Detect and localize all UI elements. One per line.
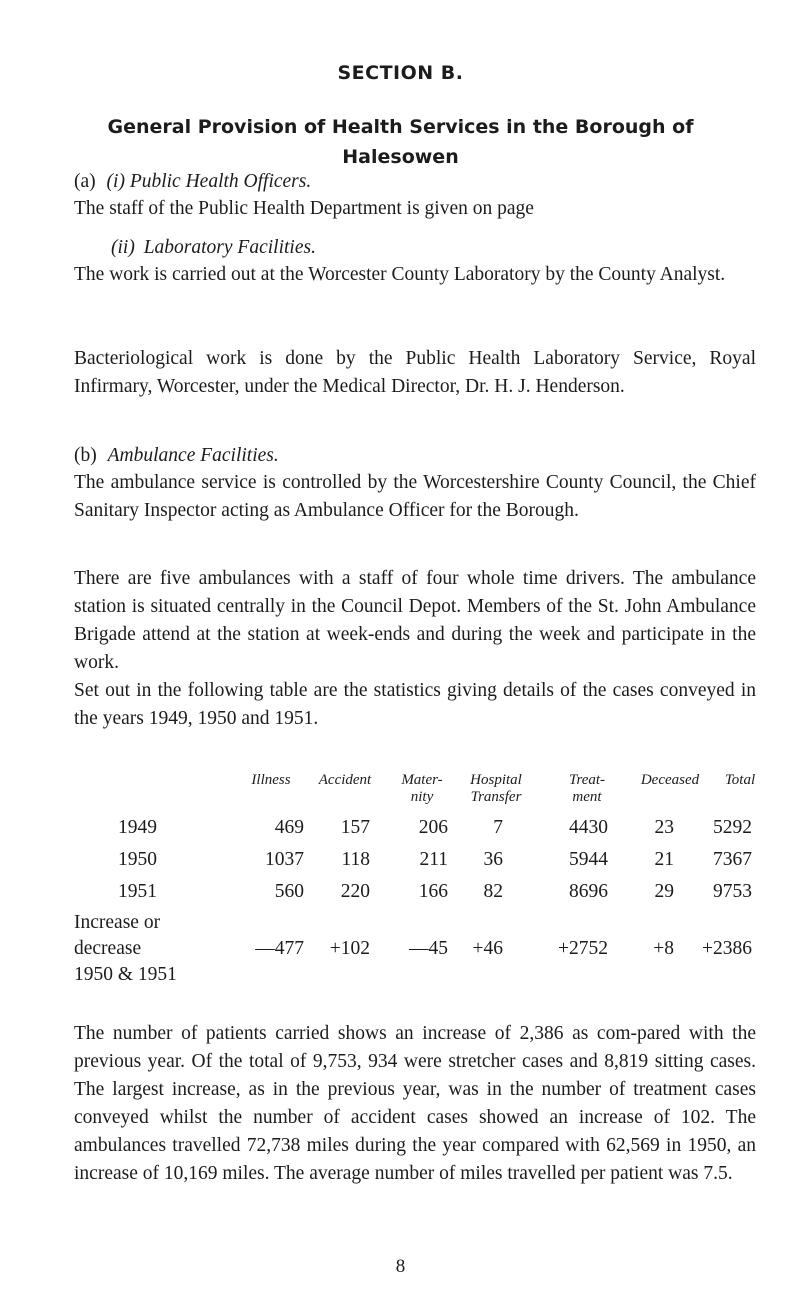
cell-1951-hospital-transfer: 82 (483, 881, 503, 902)
subsection-b-heading (74, 442, 279, 470)
column-header-hospital-transfer: Hospital Transfer (470, 772, 522, 805)
cell-1949-treatment: 4430 (569, 817, 608, 838)
laboratory-facilities-text: The work is carried out at the Worcester County Laboratory by the County Analyst. (74, 264, 726, 285)
cell-1951-illness: 560 (274, 881, 304, 902)
row-label-1950: 1950 (118, 849, 157, 870)
subsection-a-label: (a) (74, 171, 96, 192)
subsection-a-i-number: (i) (106, 171, 125, 192)
cell-1949-total: 5292 (713, 817, 752, 838)
cell-1950-hospital-transfer: 36 (483, 849, 503, 870)
cell-change-deceased: +8 (653, 938, 674, 959)
cell-1950-maternity: 211 (419, 849, 448, 870)
public-health-officers-text: The staff of the Public Health Department is given on page (74, 198, 534, 219)
cell-1951-total: 9753 (713, 881, 752, 902)
cell-1950-deceased: 21 (654, 849, 674, 870)
cell-1950-total: 7367 (713, 849, 752, 870)
column-header-accident: Accident (318, 772, 372, 788)
cell-1950-treatment: 5944 (569, 849, 608, 870)
subsection-a-ii-heading (111, 234, 316, 262)
column-header-illness: Illness (251, 772, 291, 788)
cell-change-maternity: —45 (409, 938, 448, 959)
subsection-a-ii-number: (ii) (111, 237, 135, 258)
section-title: SECTION B. (337, 62, 464, 84)
table-intro-paragraph: Set out in the following table are the statistics giving details of the cases conveyed in the years 1949, 1950 and 1951. (74, 680, 756, 729)
row-label-increase-or: Increase or (74, 912, 161, 933)
cell-change-treatment: +2752 (558, 938, 608, 959)
cell-change-hospital-transfer: +46 (472, 938, 503, 959)
subsection-a-i-title: Public Health Officers. (129, 171, 312, 192)
subsection-a-heading (74, 168, 311, 196)
column-header-deceased: Deceased (640, 772, 700, 788)
cell-change-accident: +102 (329, 938, 370, 959)
cell-1949-illness: 469 (274, 817, 304, 838)
subsection-a-ii-title: Laboratory Facilities. (143, 237, 316, 258)
cell-change-illness: —477 (255, 938, 304, 959)
row-label-1951: 1951 (118, 881, 157, 902)
cell-1949-accident: 157 (340, 817, 370, 838)
cell-1949-hospital-transfer: 7 (493, 817, 503, 838)
cell-1951-accident: 220 (340, 881, 370, 902)
cell-change-total: +2386 (702, 938, 752, 959)
bacteriological-work-paragraph: Bacteriological work is done by the Public Health Laboratory Service, Royal Infirmary, Worcester, under the Medical Director, Dr. H. J. Henderson. (74, 348, 756, 397)
cell-1951-deceased: 29 (654, 881, 674, 902)
ambulance-service-paragraph: The ambulance service is controlled by the Worcestershire County Council, the Chief Sanitary Inspector acting as Ambulance Officer for the Borough. (74, 472, 756, 521)
cell-1951-maternity: 166 (418, 881, 448, 902)
page-number: 8 (395, 1256, 406, 1277)
row-label-decrease: decrease (74, 938, 142, 959)
column-header-total: Total (724, 772, 756, 788)
summary-paragraph: The number of patients carried shows an increase of 2,386 as com-pared with the previous year. Of the total of 9,753, 934 were stretcher cases and 8,819 sitting cases. The largest increase, as in the previous year, was in the number of treatment cases conveyed whilst the number of accident cases showed an increase of 102. The ambulances travelled 72,738 miles during the year compared with 62,569 in 1950, an increase of 10,169 miles. The average number of miles travelled per patient was 7.5. (74, 1023, 756, 1184)
row-label-1949: 1949 (118, 817, 157, 838)
column-header-treatment: Treat- ment (568, 772, 606, 805)
page-title: General Provision of Health Services in the Borough of Halesowen (107, 116, 694, 168)
subsection-b-title: Ambulance Facilities. (107, 445, 279, 466)
ambulances-staff-paragraph: There are five ambulances with a staff of four whole time drivers. The ambulance station is situated centrally in the Council Depot. Members of the St. John Ambulance Brigade attend at the station at week-ends and during the week and participate in the work. (74, 568, 756, 673)
cell-1951-treatment: 8696 (569, 881, 608, 902)
cell-1949-maternity: 206 (418, 817, 448, 838)
column-header-maternity: Mater- nity (401, 772, 443, 805)
cell-1950-accident: 118 (341, 849, 370, 870)
cell-1950-illness: 1037 (265, 849, 304, 870)
subsection-b-label: (b) (74, 445, 97, 466)
cell-1949-deceased: 23 (654, 817, 674, 838)
row-label-years: 1950 & 1951 (74, 964, 177, 985)
